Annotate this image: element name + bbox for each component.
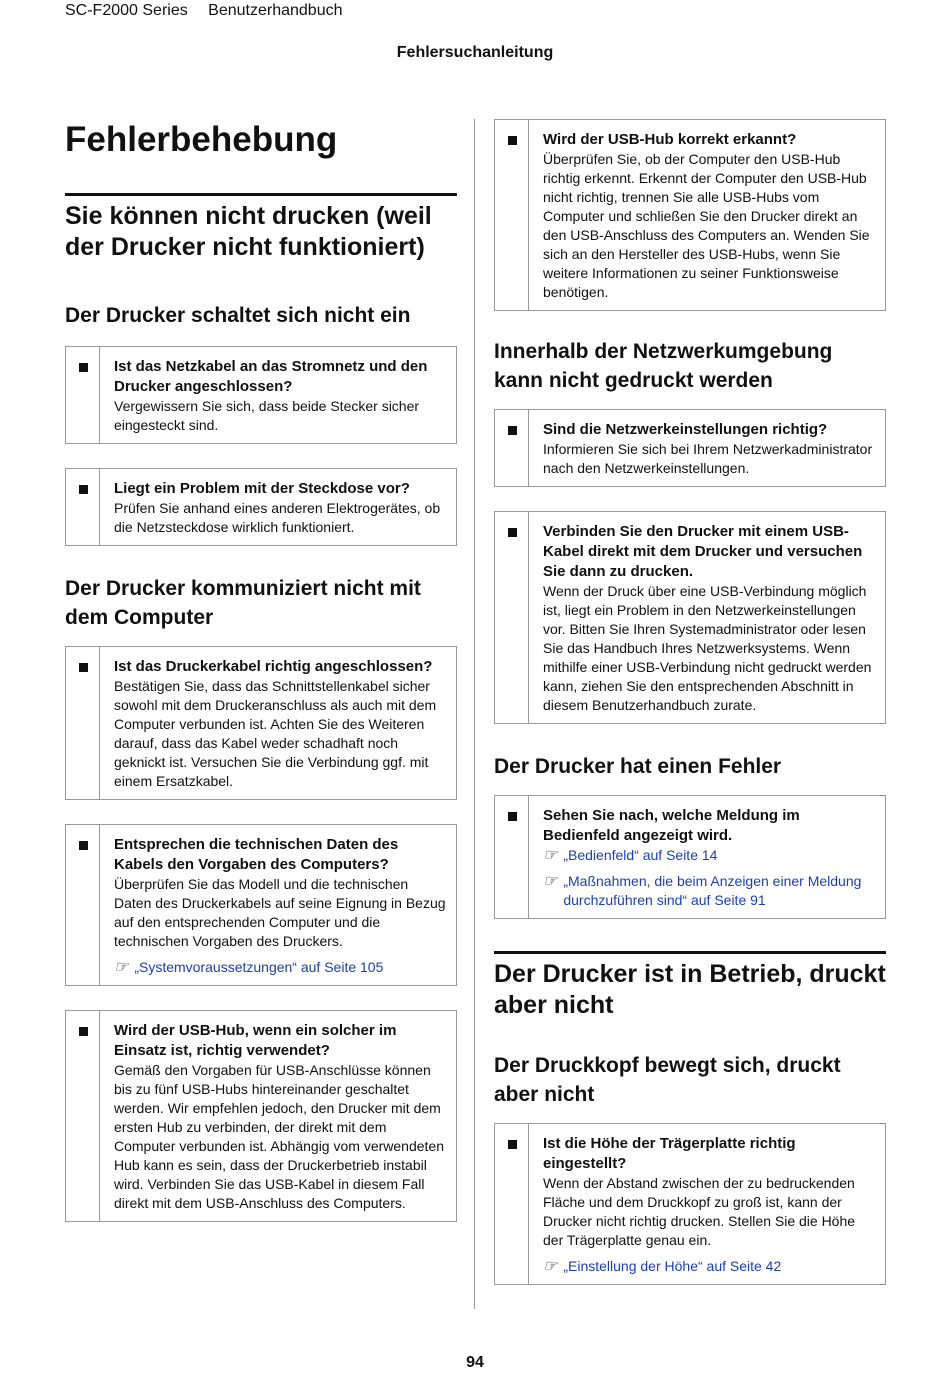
check-question: Wird der USB-Hub korrekt erkannt? [543,131,797,148]
bullet-square-icon [495,796,529,918]
check-box-cable-specs [65,824,457,986]
check-question: Liegt ein Problem mit der Steckdose vor? [114,480,410,497]
section-title: Fehlersuchanleitung [396,44,554,61]
check-question: Entsprechen die technischen Daten des Kabels den Vorgaben des Computers? [114,836,399,873]
document-title: Benutzerhandbuch [208,2,343,19]
bullet-square-icon [66,1011,100,1221]
pointing-hand-icon: ☞ [114,959,129,976]
cross-reference-link[interactable]: „Maßnahmen, die beim Anzeigen einer Meldung durchzuführen sind“ auf Seite 91 [563,873,862,908]
subsection-heading: Der Drucker schaltet sich nicht ein [65,304,411,327]
check-box-power-cable [65,346,457,444]
bullet-square-icon [66,825,100,985]
right-column [494,119,886,1285]
check-box-socket [65,468,457,546]
pointing-hand-icon: ☞ [543,1258,558,1275]
cross-reference-link[interactable]: „Bedienfeld“ auf Seite 14 [563,847,718,863]
check-text: Gemäß den Vorgaben für USB-Anschlüsse können bis zu fünf USB-Hubs hintereinander geschaltet werden. Wir empfehlen jedoch, den Drucker mit dem ersten Hub zu verbinden, der direkt mit dem Computer verbunden ist. Abhängig vom verwendeten Hub kann es sein, dass der Druckerbetrieb instabil wird. Verbinden Sie das USB-Kabel in diesem Fall direkt mit dem USB-Anschluss des Computers. [114,1062,444,1211]
subsection-heading: Der Drucker hat einen Fehler [494,755,782,778]
cross-reference-link[interactable]: „Einstellung der Höhe“ auf Seite 42 [563,1258,782,1274]
check-text: Überprüfen Sie, ob der Computer den USB-Hub richtig erkennt. Erkennt der Computer den USB-Hub nicht richtig, trennen Sie alle USB-Hubs vom Computer und schließen Sie den Drucker direkt an den USB-Anschluss des Computers an. Wenden Sie sich an den Hersteller des USB-Hubs, wenn Sie weitere Informationen zu seiner Funktionsweise benötigen. [543,151,870,300]
check-box-usb-direct [494,511,886,724]
subsection-heading: Der Druckkopf bewegt sich, druckt aber nicht [494,1054,841,1106]
cross-reference-link[interactable]: „Systemvoraussetzungen“ auf Seite 105 [134,959,384,975]
pointing-hand-icon: ☞ [543,873,558,890]
check-question: Wird der USB-Hub, wenn ein solcher im Einsatz ist, richtig verwendet? [114,1022,397,1059]
check-text: Informieren Sie sich bei Ihrem Netzwerkadministrator nach den Netzwerkeinstellungen. [543,441,873,476]
section-heading: Der Drucker ist in Betrieb, druckt aber nicht [494,951,886,1021]
bullet-square-icon [66,347,100,443]
bullet-square-icon [495,120,529,310]
running-header [65,2,359,20]
bullet-square-icon [66,647,100,799]
check-question: Sind die Netzwerkeinstellungen richtig? [543,421,828,438]
check-box-panel-message [494,795,886,919]
check-box-platen-height [494,1123,886,1285]
page-number: 94 [466,1354,484,1371]
check-text: Überprüfen Sie das Modell und die technischen Daten des Druckerkabels auf seine Eignung in Bezug auf den entsprechenden Computer und die technischen Vorgaben des Druckers. [114,876,446,949]
check-question: Ist das Netzkabel an das Stromnetz und den Drucker angeschlossen? [114,358,428,395]
check-box-network-settings [494,409,886,487]
left-column [65,119,457,1222]
bullet-square-icon [66,469,100,545]
check-box-usb-hub [65,1010,457,1222]
column-divider [474,119,475,1309]
check-text: Vergewissern Sie sich, dass beide Stecker sicher eingesteckt sind. [114,398,420,433]
bullet-square-icon [495,1124,529,1284]
check-text: Prüfen Sie anhand eines anderen Elektrogerätes, ob die Netzsteckdose wirklich funktioniert. [114,500,441,535]
check-text: Wenn der Abstand zwischen der zu bedruckenden Fläche und dem Druckkopf zu groß ist, kann der Drucker nicht richtig drucken. Stellen Sie die Höhe der Trägerplatte genau ein. [543,1175,856,1248]
check-question: Ist die Höhe der Trägerplatte richtig eingestellt? [543,1135,796,1172]
subsection-heading: Der Drucker kommuniziert nicht mit dem Computer [65,577,421,629]
check-question: Sehen Sie nach, welche Meldung im Bedienfeld angezeigt wird. [543,807,800,844]
check-text: Bestätigen Sie, dass das Schnittstellenkabel sicher sowohl mit dem Druckeranschluss als auch mit dem Computer verbunden ist. Achten Sie des Weiteren darauf, dass das Kabel weder schadhaft noch geknickt ist. Versuchen Sie die Verbindung ggf. mit einem Ersatzkabel. [114,678,437,789]
check-text: Wenn der Druck über eine USB-Verbindung möglich ist, liegt ein Problem in den Netzwerkeinstellungen vor. Bitten Sie Ihren Systemadministrator oder lesen Sie das Handbuch Ihres Netzwerksystems. Wenn mithilfe einer USB-Verbindung nicht gedruckt werden kann, ziehen Sie den entsprechenden Abschnitt in diesem Benutzerhandbuch zurate. [543,583,872,713]
subsection-heading: Innerhalb der Netzwerkumgebung kann nicht gedruckt werden [494,340,833,392]
pointing-hand-icon: ☞ [543,847,558,864]
check-question: Verbinden Sie den Drucker mit einem USB-Kabel direkt mit dem Drucker und versuchen Sie dann zu drucken. [543,523,863,580]
bullet-square-icon [495,512,529,723]
bullet-square-icon [495,410,529,486]
chapter-title: Fehlerbehebung [65,120,338,159]
check-box-printer-cable [65,646,457,800]
check-question: Ist das Druckerkabel richtig angeschlossen? [114,658,433,675]
section-heading: Sie können nicht drucken (weil der Drucker nicht funktioniert) [65,193,457,263]
check-box-usb-hub-recognized [494,119,886,311]
product-name: SC-F2000 Series [65,2,188,19]
